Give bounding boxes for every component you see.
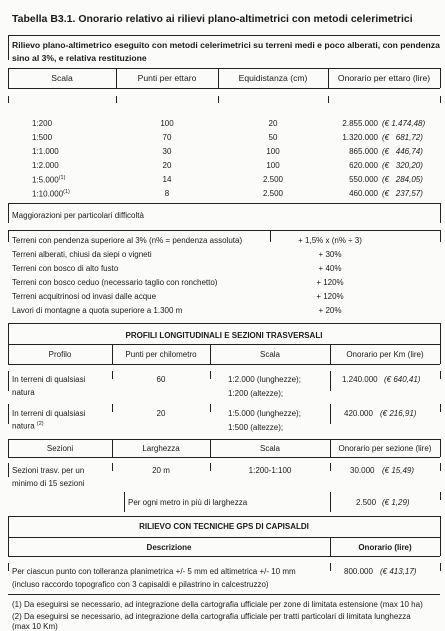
- cell-punti: 20: [156, 409, 166, 418]
- cell-scala: 1:5.000 (lunghezze);: [228, 409, 301, 418]
- maggiorazioni-heading: Maggiorazioni per particolari difficoltà: [12, 211, 144, 220]
- divider: [330, 404, 331, 424]
- divider: [8, 96, 9, 103]
- col-header-punti: Punti per ettaro: [137, 73, 197, 83]
- cell-euro: (€ 681,72): [382, 133, 423, 142]
- cell-lire: 420.000: [344, 409, 373, 418]
- divider: [440, 323, 441, 344]
- cell-scala: 1:500 (altezze);: [228, 423, 284, 432]
- cell-descrizione: Per ciascun punto con tolleranza planimetrica +/- 5 mm ed altimetrica +/- 10 mm: [12, 567, 296, 576]
- divider: [8, 563, 9, 571]
- col-header-onorario: Onorario (lire): [358, 543, 412, 552]
- maggiorazione-value: + 120%: [316, 292, 344, 301]
- maggiorazione-label: Lavori di montagne a quota superiore a 1.300 m: [12, 306, 183, 315]
- maggiorazione-value: + 20%: [318, 306, 342, 315]
- cell-profilo: natura $^{(2)}$: [12, 421, 44, 431]
- cell-scala: 1:1.000: [32, 147, 59, 156]
- cell-scala: 1:200: [32, 119, 53, 128]
- divider: [440, 563, 441, 571]
- cell-lire: 2.500: [356, 498, 377, 507]
- divider: [440, 68, 441, 88]
- divider: [328, 96, 329, 103]
- divider: [8, 371, 9, 391]
- cell-descrizione: (incluso raccordo topografico con 3 capisaldi e pilastrino in calcestruzzo): [12, 580, 269, 589]
- divider: [8, 230, 440, 231]
- cell-lire: 550.000: [349, 175, 378, 184]
- footnote: (1) Da eseguirsi se necessario, ad integrazione della cartografia ufficiale per zone di limitata estensione (max 10 ha): [12, 600, 423, 609]
- col-header-onorario: Onorario per ettaro (lire): [337, 73, 431, 83]
- col-header-equidistanza: Equidistanza (cm): [238, 73, 308, 83]
- cell-punti: 14: [162, 175, 172, 184]
- divider: [8, 463, 9, 477]
- col-header-onorario-km: Onorario per Km (lire): [346, 350, 424, 359]
- col-header-scala: Scala: [259, 444, 280, 453]
- maggiorazione-label: Terreni con bosco di alto fusto: [12, 264, 119, 273]
- cell-larghezza: 20 m: [152, 466, 170, 475]
- maggiorazione-label: Terreni con bosco ceduo (necessario taglio con ronchetto): [12, 278, 218, 287]
- cell-euro: (€ 15,49): [382, 466, 415, 475]
- divider: [330, 371, 331, 391]
- cell-equidistanza: 20: [268, 119, 278, 128]
- divider: [8, 203, 440, 204]
- divider: [8, 439, 440, 440]
- cell-punti: 70: [162, 133, 172, 142]
- cell-lire: 1.320.000: [342, 133, 378, 142]
- cell-scala: 1:2.000 (lunghezze);: [228, 375, 301, 384]
- section1-heading: sino al 3%, e relativa restituzione: [12, 53, 147, 63]
- divider: [330, 492, 331, 512]
- cell-lire: 865.000: [349, 147, 378, 156]
- divider: [8, 537, 440, 538]
- col-header-descrizione: Descrizione: [146, 543, 192, 552]
- col-header-onorario-sezione: Onorario per sezione (lire): [338, 444, 432, 453]
- divider: [440, 344, 441, 364]
- maggiorazione-value: + 30%: [318, 250, 342, 259]
- col-header-punti-km: Punti per chilometro: [125, 350, 197, 359]
- cell-scala: 1:200-1:100: [248, 466, 292, 475]
- divider: [8, 35, 9, 60]
- cell-euro: (€ 413,17): [380, 567, 417, 576]
- cell-euro: (€ 640,41): [384, 375, 421, 384]
- divider: [8, 323, 440, 324]
- maggiorazione-label: Terreni alberati, chiusi da siepi o vigneti: [12, 250, 152, 259]
- cell-equidistanza: 50: [268, 133, 278, 142]
- cell-euro: (€ 216,91): [380, 409, 417, 418]
- divider: [8, 404, 9, 424]
- col-header-scala: Scala: [259, 350, 280, 359]
- cell-profilo: In terreni di qualsiasi: [12, 375, 86, 384]
- divider: [440, 203, 441, 223]
- cell-euro: (€ 1,29): [382, 498, 410, 507]
- divider: [440, 463, 441, 471]
- cell-equidistanza: 2.500: [262, 189, 284, 198]
- divider: [124, 492, 125, 512]
- divider: [440, 404, 441, 412]
- maggiorazione-value: + 120%: [316, 278, 344, 287]
- divider: [8, 556, 440, 557]
- cell-euro: (€ 1.474,48): [382, 119, 426, 128]
- cell-lire: 620.000: [349, 161, 378, 170]
- maggiorazione-value: + 1,5% x (n% ÷ 3): [298, 236, 362, 245]
- cell-euro: (€ 446,74): [382, 147, 423, 156]
- cell-lire: 2.855.000: [342, 119, 378, 128]
- divider: [330, 463, 331, 471]
- footnote-ref: (2): [36, 421, 44, 427]
- divider: [440, 492, 441, 500]
- cell-punti: 20: [162, 161, 172, 170]
- divider: [440, 439, 441, 457]
- cell-equidistanza: 100: [266, 161, 280, 170]
- divider: [8, 516, 440, 517]
- divider: [8, 457, 440, 458]
- section1-heading: Rilievo plano-altimetrico eseguito con metodi celerimetrici su terreni medi e poco alberati, con pendenza: [12, 40, 440, 50]
- divider: [8, 230, 9, 242]
- profili-heading: PROFILI LONGITUDINALI E SEZIONI TRASVERSALI: [125, 331, 323, 340]
- cell-equidistanza: 2.500: [262, 175, 284, 184]
- cell-sezioni: Sezioni trasv. per un: [12, 466, 85, 475]
- col-header-profilo: Profilo: [48, 350, 72, 359]
- divider: [116, 96, 117, 103]
- table-title: Tabella B3.1. Onorario relativo ai rilievi plano-altimetrici con metodi celerimetrici: [12, 13, 413, 25]
- divider: [8, 68, 440, 69]
- footnote-ref: (1): [58, 175, 66, 181]
- cell-scala: 1:200 (altezze);: [228, 389, 284, 398]
- cell-equidistanza: 100: [266, 147, 280, 156]
- cell-euro: (€ 320,20): [382, 161, 423, 170]
- divider: [8, 594, 440, 595]
- cell-scala: 1:10.000$^{(1)}$: [32, 189, 70, 199]
- divider: [440, 230, 441, 242]
- divider: [440, 371, 441, 379]
- divider: [330, 563, 331, 571]
- divider: [440, 537, 441, 556]
- divider: [440, 96, 441, 103]
- cell-lire: 460.000: [349, 189, 378, 198]
- cell-euro: (€ 284,05): [382, 175, 423, 184]
- col-header-larghezza: Larghezza: [142, 444, 180, 453]
- divider: [8, 203, 9, 223]
- cell-profilo: In terreni di qualsiasi: [12, 409, 86, 418]
- cell-punti: 8: [164, 189, 170, 198]
- cell-euro: (€ 237,57): [382, 189, 423, 198]
- cell-lire: 30.000: [350, 466, 375, 475]
- footnote: (max 10 Km): [12, 622, 58, 631]
- cell-lire: 800.000: [344, 567, 373, 576]
- divider: [210, 404, 211, 412]
- divider: [8, 88, 440, 89]
- gps-heading: RILIEVO CON TECNICHE GPS DI CAPISALDI: [139, 522, 309, 531]
- cell-punti: 100: [160, 119, 174, 128]
- divider: [218, 96, 219, 103]
- divider: [8, 364, 440, 365]
- footnote: (2) Da eseguirsi se necessario, ad integrazione della cartografia ufficiale per tratti particolari di limitata lunghezza: [12, 612, 411, 621]
- cell-sezioni: minimo di 15 sezioni: [12, 479, 85, 488]
- divider: [440, 516, 441, 537]
- footnote-ref: (1): [63, 189, 70, 195]
- divider: [8, 35, 440, 36]
- cell-profilo: natura: [12, 388, 35, 397]
- divider: [210, 371, 211, 379]
- cell-punti: 30: [162, 147, 172, 156]
- cell-scala: 1:500: [32, 133, 53, 142]
- col-header-scala: Scala: [51, 73, 73, 83]
- cell-scala: 1:5.000$^{(1)}$: [32, 175, 66, 185]
- cell-scala: 1:2.000: [32, 161, 59, 170]
- maggiorazione-label: Terreni acquitrinosi od invasi dalle acque: [12, 292, 157, 301]
- cell-lire: 1.240.000: [342, 375, 378, 384]
- cell-punti: 60: [156, 375, 166, 384]
- col-header-sezioni: Sezioni: [46, 444, 74, 453]
- extra-label: Per ogni metro in più di larghezza: [128, 498, 248, 507]
- maggiorazione-value: + 40%: [318, 264, 342, 273]
- divider: [8, 344, 440, 345]
- maggiorazione-label: Terreni con pendenza superiore al 3% (n% = pendenza assoluta): [12, 236, 243, 245]
